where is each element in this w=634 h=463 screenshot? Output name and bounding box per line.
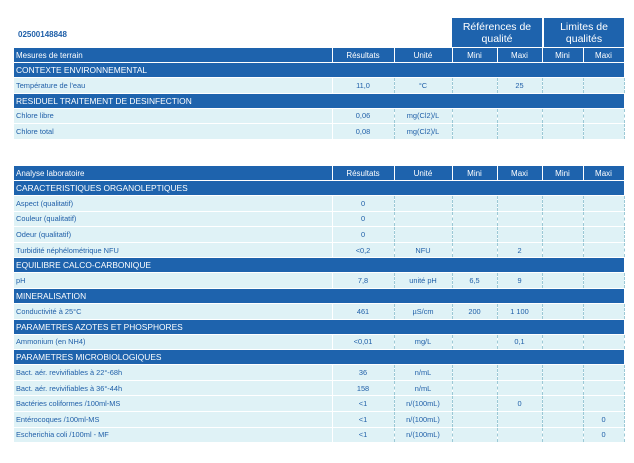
cell-lim-min — [542, 303, 583, 319]
section-title: EQUILIBRE CALCO-CARBONIQUE — [14, 258, 624, 273]
cell-lim-min — [542, 380, 583, 396]
cell-lim-max — [583, 196, 624, 212]
section-header — [14, 63, 624, 78]
column-header-unit: Unité — [394, 48, 452, 63]
column-header-result: Résultats — [332, 48, 394, 63]
cell-lim-max — [583, 227, 624, 243]
table-row — [14, 334, 624, 350]
cell-ref-min: 200 — [452, 303, 497, 319]
table-row — [14, 396, 624, 412]
cell-ref-max — [497, 108, 542, 124]
section-header — [14, 319, 624, 334]
cell-unit: unité pH — [394, 273, 452, 289]
cell-label: Entérocoques /100ml-MS — [14, 411, 332, 427]
section-header — [14, 288, 624, 303]
cell-lim-max — [583, 108, 624, 124]
cell-ref-max: 2 — [497, 242, 542, 258]
cell-ref-min — [452, 396, 497, 412]
cell-unit: mg(Cl2)/L — [394, 108, 452, 124]
cell-lim-min — [542, 211, 583, 227]
cell-lim-max — [583, 334, 624, 350]
cell-ref-min — [452, 78, 497, 94]
section-title: CARACTERISTIQUES ORGANOLEPTIQUES — [14, 181, 624, 196]
cell-label: Aspect (qualitatif) — [14, 196, 332, 212]
table-row — [14, 303, 624, 319]
cell-ref-max — [497, 124, 542, 140]
cell-ref-max — [497, 365, 542, 381]
cell-ref-min — [452, 334, 497, 350]
field-measurements-table — [14, 48, 625, 140]
cell-unit: mg/L — [394, 334, 452, 350]
table-row — [14, 380, 624, 396]
cell-ref-min: 6,5 — [452, 273, 497, 289]
cell-lim-max — [583, 211, 624, 227]
cell-result: 0 — [332, 227, 394, 243]
cell-result: 11,0 — [332, 78, 394, 94]
cell-result: <0,2 — [332, 242, 394, 258]
cell-result: 158 — [332, 380, 394, 396]
cell-label: pH — [14, 273, 332, 289]
cell-lim-max — [583, 273, 624, 289]
cell-unit: NFU — [394, 242, 452, 258]
cell-result: 0 — [332, 211, 394, 227]
cell-result: <1 — [332, 411, 394, 427]
cell-lim-max: 0 — [583, 411, 624, 427]
cell-lim-min — [542, 411, 583, 427]
column-header-ref-min: Mini — [452, 166, 497, 181]
table-row — [14, 78, 624, 94]
cell-label: Bactéries coliformes /100ml-MS — [14, 396, 332, 412]
cell-lim-max — [583, 242, 624, 258]
cell-ref-max — [497, 196, 542, 212]
cell-label: Température de l'eau — [14, 78, 332, 94]
cell-result: 7,8 — [332, 273, 394, 289]
cell-label: Chlore libre — [14, 108, 332, 124]
cell-lim-min — [542, 334, 583, 350]
column-header-label: Analyse laboratoire — [14, 166, 332, 181]
cell-lim-min — [542, 108, 583, 124]
cell-unit: °C — [394, 78, 452, 94]
cell-lim-max — [583, 396, 624, 412]
table-row — [14, 196, 624, 212]
cell-lim-min — [542, 227, 583, 243]
table-row — [14, 242, 624, 258]
cell-lim-min — [542, 78, 583, 94]
cell-label: Escherichia coli /100ml - MF — [14, 427, 332, 443]
cell-unit: n/(100mL) — [394, 427, 452, 443]
cell-label: Conductivité à 25°C — [14, 303, 332, 319]
column-header-label: Mesures de terrain — [14, 48, 332, 63]
column-header-row — [14, 48, 624, 63]
section-title: RESIDUEL TRAITEMENT DE DESINFECTION — [14, 93, 624, 108]
cell-ref-min — [452, 242, 497, 258]
cell-unit: n/mL — [394, 365, 452, 381]
cell-lim-max — [583, 365, 624, 381]
column-header-ref-min: Mini — [452, 48, 497, 63]
table-row — [14, 227, 624, 243]
cell-lim-min — [542, 242, 583, 258]
cell-ref-max — [497, 380, 542, 396]
cell-lim-min — [542, 196, 583, 212]
table-row — [14, 108, 624, 124]
cell-result: 0,08 — [332, 124, 394, 140]
cell-ref-max: 9 — [497, 273, 542, 289]
section-header — [14, 350, 624, 365]
table-row — [14, 211, 624, 227]
cell-ref-min — [452, 124, 497, 140]
cell-unit: n/(100mL) — [394, 411, 452, 427]
section-title: CONTEXTE ENVIRONNEMENTAL — [14, 63, 624, 78]
cell-unit: mg(Cl2)/L — [394, 124, 452, 140]
cell-label: Odeur (qualitatif) — [14, 227, 332, 243]
cell-lim-min — [542, 365, 583, 381]
column-header-ref-max: Maxi — [497, 166, 542, 181]
cell-ref-min — [452, 427, 497, 443]
column-header-row — [14, 166, 624, 181]
cell-ref-max: 25 — [497, 78, 542, 94]
cell-result: <1 — [332, 396, 394, 412]
limits-header-label: Limites de qualités — [560, 20, 608, 45]
cell-lim-max — [583, 380, 624, 396]
cell-label: Couleur (qualitatif) — [14, 211, 332, 227]
cell-ref-max — [497, 211, 542, 227]
cell-result: 0,06 — [332, 108, 394, 124]
column-header-lim-max: Maxi — [583, 166, 624, 181]
cell-result: 0 — [332, 196, 394, 212]
section-header — [14, 93, 624, 108]
table-row — [14, 427, 624, 443]
section-header — [14, 258, 624, 273]
cell-ref-max: 1 100 — [497, 303, 542, 319]
cell-ref-max: 0 — [497, 396, 542, 412]
section-title: MINERALISATION — [14, 288, 624, 303]
cell-label: Bact. aér. revivifiables à 22°-68h — [14, 365, 332, 381]
cell-ref-max — [497, 427, 542, 443]
references-header — [452, 18, 542, 47]
section-title: PARAMETRES MICROBIOLOGIQUES — [14, 350, 624, 365]
cell-lim-min — [542, 273, 583, 289]
table-row — [14, 411, 624, 427]
section-title: PARAMETRES AZOTES ET PHOSPHORES — [14, 319, 624, 334]
column-header-lim-min: Mini — [542, 166, 583, 181]
table-row — [14, 365, 624, 381]
cell-unit — [394, 196, 452, 212]
cell-label: Ammonium (en NH4) — [14, 334, 332, 350]
cell-lim-min — [542, 427, 583, 443]
column-header-unit: Unité — [394, 166, 452, 181]
section-header — [14, 181, 624, 196]
limits-header — [544, 18, 624, 47]
references-header-label: Références de qualité — [462, 20, 532, 45]
cell-unit: n/(100mL) — [394, 396, 452, 412]
cell-ref-max: 0,1 — [497, 334, 542, 350]
cell-lim-max — [583, 124, 624, 140]
cell-result: <0,01 — [332, 334, 394, 350]
cell-ref-min — [452, 227, 497, 243]
cell-unit: µS/cm — [394, 303, 452, 319]
cell-result: <1 — [332, 427, 394, 443]
cell-lim-max: 0 — [583, 427, 624, 443]
column-header-lim-min: Mini — [542, 48, 583, 63]
cell-label: Chlore total — [14, 124, 332, 140]
cell-result: 461 — [332, 303, 394, 319]
cell-lim-max — [583, 303, 624, 319]
column-header-lim-max: Maxi — [583, 48, 624, 63]
cell-result: 36 — [332, 365, 394, 381]
table-row — [14, 124, 624, 140]
cell-ref-min — [452, 196, 497, 212]
lab-analysis-table — [14, 166, 625, 443]
column-header-ref-max: Maxi — [497, 48, 542, 63]
cell-lim-max — [583, 78, 624, 94]
cell-label: Turbidité néphélométrique NFU — [14, 242, 332, 258]
cell-ref-min — [452, 365, 497, 381]
cell-unit — [394, 211, 452, 227]
cell-unit: n/mL — [394, 380, 452, 396]
cell-ref-min — [452, 380, 497, 396]
cell-ref-max — [497, 227, 542, 243]
cell-ref-min — [452, 411, 497, 427]
cell-lim-min — [542, 124, 583, 140]
cell-ref-max — [497, 411, 542, 427]
cell-ref-min — [452, 108, 497, 124]
column-header-result: Résultats — [332, 166, 394, 181]
cell-ref-min — [452, 211, 497, 227]
cell-label: Bact. aér. revivifiables à 36°-44h — [14, 380, 332, 396]
table-row — [14, 273, 624, 289]
cell-lim-min — [542, 396, 583, 412]
report-id: 02500148848 — [18, 30, 67, 39]
cell-unit — [394, 227, 452, 243]
